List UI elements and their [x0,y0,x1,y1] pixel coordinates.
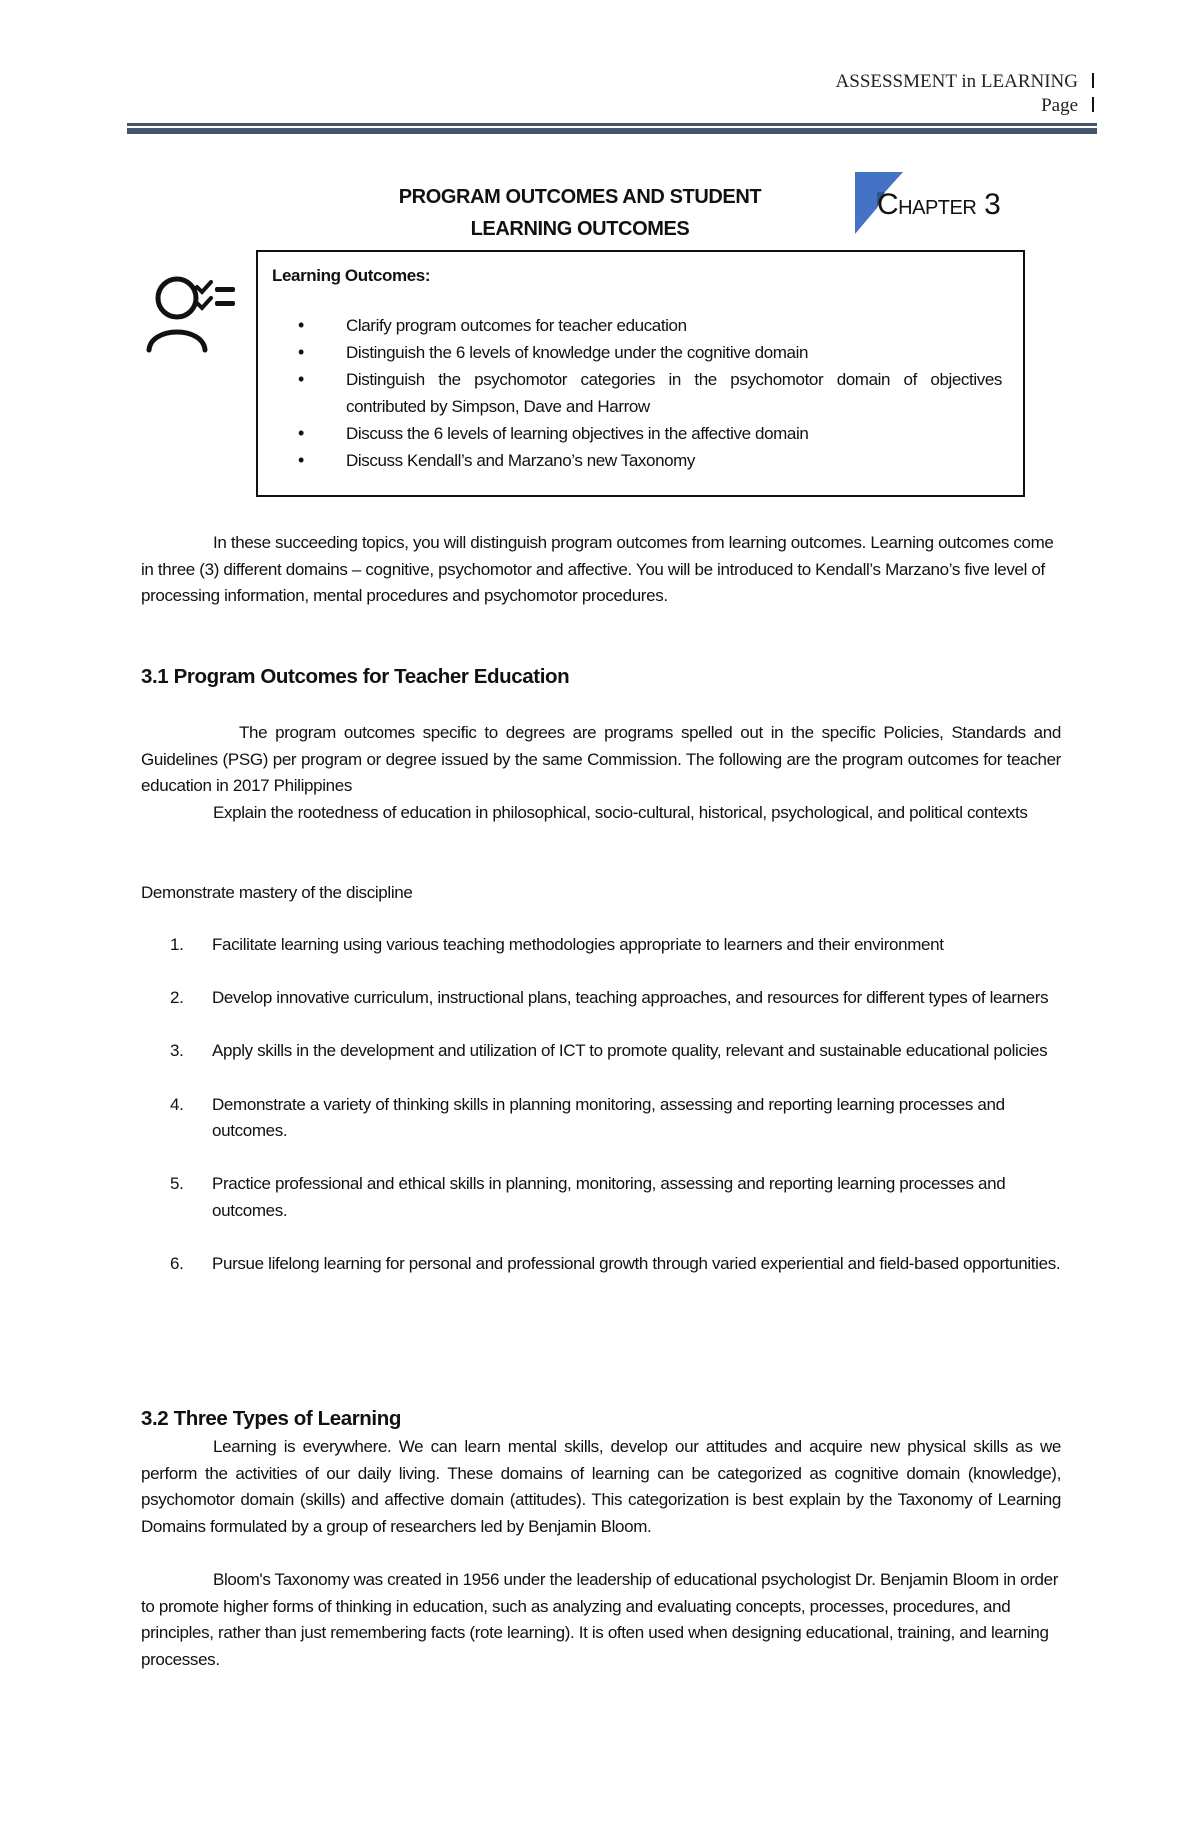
page-number-separator [1092,97,1094,112]
section-3-1-paragraph-3: Demonstrate mastery of the discipline [141,883,413,902]
header-rule-thick [127,128,1097,134]
chapter-number: 3 [984,188,1001,221]
chapter-word: HAPTER [898,197,977,219]
section-3-1-paragraph-2 [141,800,1061,827]
chapter-title-line-2: LEARNING OUTCOMES [470,218,690,240]
paragraph-text: The program outcomes specific to degrees are programs spelled out in the specific Policies, Standards and Guidelines (PSG) per program or degree issued by the same Commission. The following are the program outcomes for teacher education in 2017 Philippines [141,723,1061,796]
learning-outcome-item: • Distinguish the psychomotor categories in the psychomotor domain of objectives contributed by Simpson, Dave and Harrow [280,366,1002,420]
paragraph-text: Explain the rootedness of education in philosophical, socio-cultural, historical, psychological, and political contexts [213,803,1028,822]
section-3-1-paragraph-1 [141,720,1061,800]
learning-outcomes-heading: Learning Outcomes: [272,266,431,285]
learning-outcome-item: • Clarify program outcomes for teacher education [280,312,1002,339]
learning-outcome-item: • Discuss Kendall’s and Marzano’s new Taxonomy [280,447,1002,474]
user-checklist-icon [145,270,257,355]
program-outcome-item: 2. Develop innovative curriculum, instructional plans, teaching approaches, and resources for different types of learners [170,988,1049,1008]
learning-outcomes-list [280,312,1002,474]
chapter-title-line-1: PROGRAM OUTCOMES AND STUDENT [398,186,762,208]
page-label: Page [1041,95,1078,116]
paragraph-text: Learning is everywhere. We can learn mental skills, develop our attitudes and acquire new physical skills as we perform the activities of our daily living. These domains of learning can be categorized as cognitive domain (knowledge), psychomotor domain (skills) and affective domain (attitudes). This categorization is best explain by the Taxonomy of Learning Domains formulated by a group of researchers led by Benjamin Bloom. [141,1437,1061,1536]
learning-outcomes-box [256,250,1025,497]
learning-outcome-item: • Distinguish the 6 levels of knowledge under the cognitive domain [280,339,1002,366]
header-separator [1092,73,1094,88]
paragraph-text: Bloom's Taxonomy was created in 1956 under the leadership of educational psychologist Dr. Benjamin Bloom in order to promote higher forms of thinking in education, such as analyzing and evaluating concepts, processes, procedures, and principles, rather than just remembering facts (rote learning). It is often used when designing educational, training, and learning processes. [141,1570,1059,1669]
section-3-1-heading: 3.1 Program Outcomes for Teacher Education [141,665,570,688]
program-outcome-item: 4. Demonstrate a variety of thinking skills in planning monitoring, assessing and reporting learning processes and outcomes. [170,1094,1005,1141]
section-3-2-heading: 3.2 Three Types of Learning [141,1407,401,1430]
program-outcome-item: 5. Practice professional and ethical skills in planning, monitoring, assessing and reporting learning processes and outcomes. [170,1174,1006,1220]
section-3-2-paragraph-1 [141,1434,1061,1540]
program-outcome-item: 6. Pursue lifelong learning for personal and professional growth through varied experiential and field-based opportunities. [170,1254,1061,1274]
chapter-label [877,188,1000,222]
intro-text: In these succeeding topics, you will distinguish program outcomes from learning outcomes. Learning outcomes come in three (3) different domains – cognitive, psychomotor and affective. You will be introduced to Kendall’s Marzano’s five level of processing information, mental procedures and psychomotor procedures. [141,533,1054,606]
program-outcome-item: 3. Apply skills in the development and utilization of ICT to promote quality, relevant and sustainable educational policies [170,1041,1048,1061]
program-outcome-item: 1. Facilitate learning using various teaching methodologies appropriate to learners and their environment [170,935,944,954]
chapter-title [340,181,820,245]
running-title: ASSESSMENT in LEARNING [835,71,1078,92]
running-header [836,70,1094,118]
chapter-initial: C [877,188,899,221]
program-outcomes-list [170,932,1070,1304]
header-rule-thin [127,123,1097,126]
learning-outcome-item: • Discuss the 6 levels of learning objectives in the affective domain [280,420,1002,447]
intro-paragraph [141,530,1061,610]
section-3-2-paragraph-2 [141,1567,1061,1673]
